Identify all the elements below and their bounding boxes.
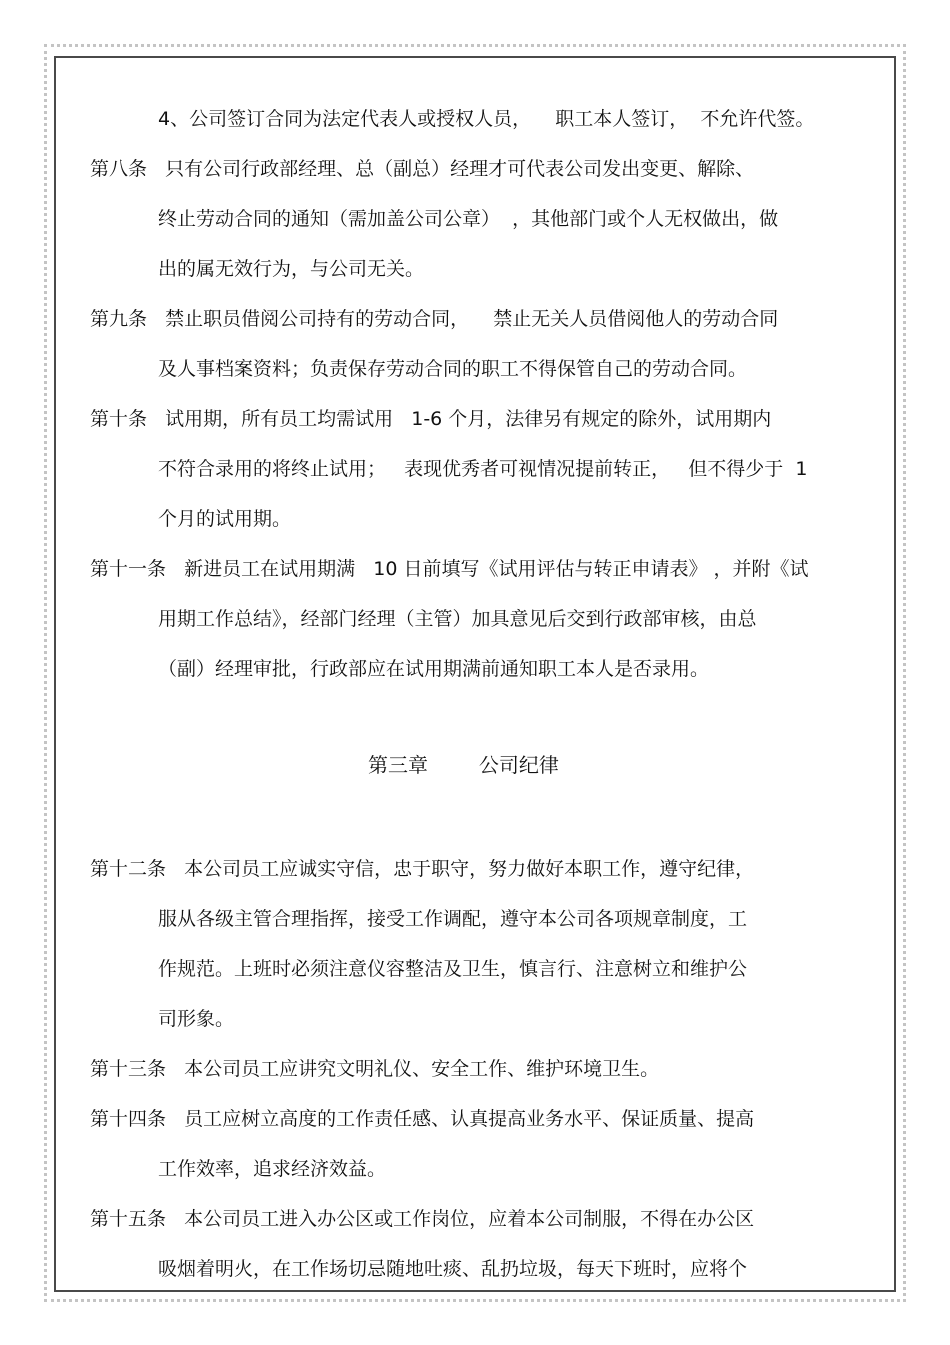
article-11-line-3: （副）经理审批，行政部应在试用期满前通知职工本人是否录用。	[158, 658, 710, 680]
article-11-line-1: 第十一条 新进员工在试用期满 10 日前填写《试用评估与转正申请表》 ，并附《试	[90, 558, 809, 580]
article-12-line-4: 司形象。	[158, 1008, 235, 1030]
article-8-line-3: 出的属无效行为，与公司无关。	[158, 258, 425, 280]
article-15-line-1: 第十五条 本公司员工进入办公区或工作岗位，应着本公司制服，不得在办公区	[90, 1208, 755, 1230]
article-14-line-2: 工作效率，追求经济效益。	[158, 1158, 387, 1180]
article-9-line-2: 及人事档案资料；负责保存劳动合同的职工不得保管自己的劳动合同。	[158, 358, 748, 380]
article-10-line-2: 不符合录用的将终止试用； 表现优秀者可视情况提前转正， 但不得少于 1	[158, 458, 808, 480]
article-12-line-1: 第十二条 本公司员工应诚实守信，忠于职守，努力做好本职工作，遵守纪律，	[90, 858, 755, 880]
clause-7-item-4: 4、公司签订合同为法定代表人或授权人员， 职工本人签订， 不允许代签。	[158, 108, 815, 130]
article-12-line-3: 作规范。上班时必须注意仪容整洁及卫生，慎言行、注意树立和维护公	[158, 958, 748, 980]
article-10-line-1: 第十条 试用期，所有员工均需试用 1-6 个月，法律另有规定的除外，试用期内	[90, 408, 772, 430]
article-8-line-2: 终止劳动合同的通知（需加盖公司公章） ，其他部门或个人无权做出，做	[158, 208, 779, 230]
chapter-heading: 第三章 公司纪律	[368, 753, 559, 777]
article-15-line-2: 吸烟着明火，在工作场切忌随地吐痰、乱扔垃圾，每天下班时，应将个	[158, 1258, 748, 1280]
article-10-line-3: 个月的试用期。	[158, 508, 292, 530]
article-8-line-1: 第八条 只有公司行政部经理、总（副总）经理才可代表公司发出变更、解除、	[90, 158, 755, 180]
article-11-line-2: 用期工作总结》，经部门经理（主管）加具意见后交到行政部审核，由总	[158, 608, 757, 630]
article-13-line-1: 第十三条 本公司员工应讲究文明礼仪、安全工作、维护环境卫生。	[90, 1058, 660, 1080]
article-12-line-2: 服从各级主管合理指挥，接受工作调配，遵守本公司各项规章制度，工	[158, 908, 748, 930]
article-14-line-1: 第十四条 员工应树立高度的工作责任感、认真提高业务水平、保证质量、提高	[90, 1108, 755, 1130]
article-9-line-1: 第九条 禁止职员借阅公司持有的劳动合同， 禁止无关人员借阅他人的劳动合同	[90, 308, 779, 330]
